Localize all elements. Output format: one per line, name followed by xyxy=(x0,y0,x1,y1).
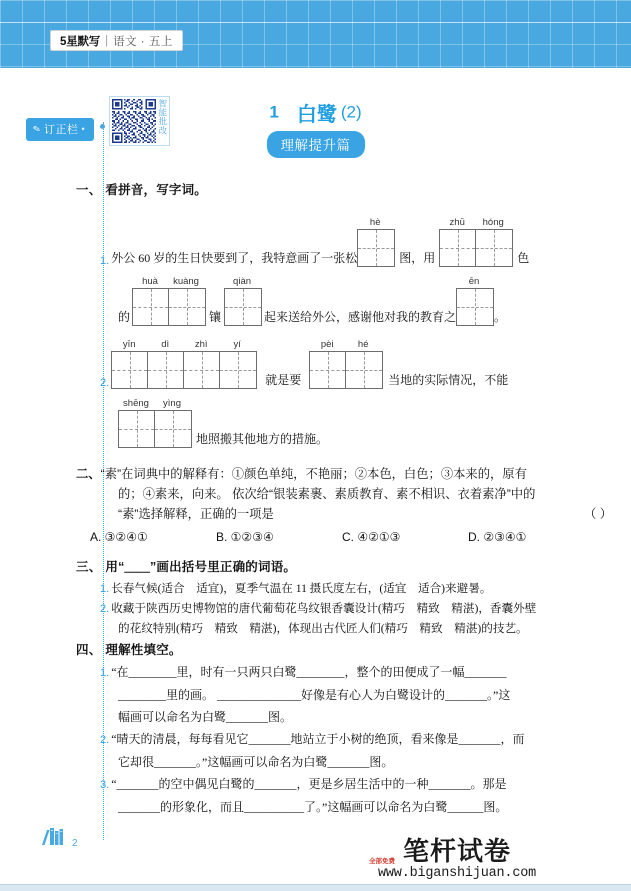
item1-line2[interactable]: ________里的画。 ______________好像是有心人为白鹭设计的_______。”这 xyxy=(118,688,511,702)
character-cell[interactable] xyxy=(346,352,382,388)
pinyin-grid-peihe[interactable] xyxy=(309,338,383,389)
section-four-heading xyxy=(76,640,618,658)
pinyin-row xyxy=(439,216,511,229)
bottom-rule xyxy=(0,884,631,891)
section-three-text-1: 长春气候(适合 适宜)，夏季气温在 11 摄氏度左右，(适宜 适合)来避暑。 xyxy=(111,582,492,595)
worksheet-body xyxy=(76,180,618,818)
section-four-item-2 xyxy=(100,728,618,773)
item2-line1-row xyxy=(100,728,618,751)
character-grid[interactable] xyxy=(118,410,192,448)
tab-dot-icon: • xyxy=(81,124,86,134)
section-two-line3 xyxy=(118,504,618,524)
pinyin-grid-en[interactable] xyxy=(456,275,494,326)
character-cell[interactable] xyxy=(184,352,220,388)
item3-line1-row xyxy=(100,773,618,796)
question-number: 2. xyxy=(100,376,110,389)
pinyin-grid-zhuhong[interactable] xyxy=(439,216,513,267)
watermark xyxy=(369,836,537,881)
item2-line1[interactable]: “晴天的清晨，每每看见它_______地站立于小树的绝顶，看来像是_______，而 xyxy=(111,732,525,746)
section-two-options xyxy=(90,527,618,547)
option-b[interactable]: B. ①②③④ xyxy=(216,530,274,544)
q1-text-3: 色 xyxy=(517,250,530,265)
section-two xyxy=(76,464,618,547)
option-a[interactable]: A. ③②④① xyxy=(90,530,148,544)
pinyin-grid-he[interactable] xyxy=(357,216,395,267)
section-two-text-3: “素”选择解释，正确的一项是 xyxy=(118,507,274,521)
question-number: 2. xyxy=(100,603,110,615)
character-cell[interactable] xyxy=(220,352,256,388)
question-number: 3. xyxy=(100,779,110,791)
watermark-free-label: 全部免费 xyxy=(369,858,395,865)
question-number: 1. xyxy=(100,583,110,595)
character-cell[interactable] xyxy=(225,289,261,325)
character-cell[interactable] xyxy=(169,289,205,325)
character-cell[interactable] xyxy=(133,289,169,325)
option-c[interactable]: C. ④②①③ xyxy=(342,530,401,544)
character-cell[interactable] xyxy=(440,230,476,266)
band-divider xyxy=(0,22,631,23)
question-number: 1. xyxy=(100,667,110,679)
character-grid[interactable] xyxy=(357,229,395,267)
answer-box[interactable]: （ ） xyxy=(583,507,612,521)
q1-text-7: 。 xyxy=(494,309,507,324)
pinyin-grid-shengying[interactable] xyxy=(118,397,192,448)
q2-text-2: 当地的实际情况，不能 xyxy=(388,372,509,387)
section-three-heading xyxy=(76,557,618,575)
character-cell[interactable] xyxy=(148,352,184,388)
q1-text-1: 外公 60 岁的生日快要到了，我特意画了一张松 xyxy=(111,250,358,265)
character-cell[interactable] xyxy=(119,411,155,447)
pinyin-zhu: zhū xyxy=(449,217,465,228)
q1-text-5: 镶 xyxy=(209,309,222,324)
character-grid[interactable] xyxy=(456,288,494,326)
pinyin-di: dì xyxy=(161,339,170,350)
pinyin-hua: huà xyxy=(142,276,158,287)
section-four-item-1 xyxy=(100,661,618,728)
pinyin-row xyxy=(224,275,260,288)
section-three-text-2: 收藏于陕西历史博物馆的唐代葡萄花鸟纹银香囊设计(精巧 精致 精湛)，香囊外壁 xyxy=(111,602,537,615)
section-one-q2-line1 xyxy=(100,338,618,389)
pinyin-sheng: shēng xyxy=(123,398,149,409)
q2-text-3: 地照搬其他地方的措施。 xyxy=(196,431,329,446)
q1-text-4: 的 xyxy=(118,309,131,324)
item1-line1-row xyxy=(100,661,618,684)
section-three-number: 三、 xyxy=(76,560,102,574)
item3-line2[interactable]: _______的形象化，而且__________了。”这幅画可以命名为白鹭______图。 xyxy=(118,800,508,814)
lesson-number: 1 xyxy=(269,102,279,122)
pinyin-zhi: zhì xyxy=(194,339,208,350)
watermark-brand: 笔杆试卷 xyxy=(403,836,512,866)
section-one-heading xyxy=(76,180,618,198)
section-three-item-2-cont: 的花纹特别(精巧 精致 精湛)，体现出古代匠人们(精巧 精致 精湛)的技艺。 xyxy=(118,622,528,635)
section-one-number: 一、 xyxy=(76,183,102,197)
watermark-url: www.biganshijuan.com xyxy=(378,866,537,881)
character-cell[interactable] xyxy=(358,230,394,266)
pinyin-row xyxy=(118,397,190,410)
books-icon xyxy=(42,826,68,846)
section-one-q2-line2 xyxy=(118,397,618,448)
q1-text-2: 图，用 xyxy=(399,250,436,265)
pinyin-grid-qian[interactable] xyxy=(224,275,262,326)
subject-label: 语文 · 五上 xyxy=(113,35,173,48)
q2-text-1: 就是要 xyxy=(265,372,302,387)
section-two-text-1: “素”在词典中的解释有：①颜色单纯，不艳丽；②本色，白色；③本来的，原有 xyxy=(100,467,527,481)
character-cell[interactable] xyxy=(155,411,191,447)
section-four-item-3 xyxy=(100,773,618,818)
section-two-line1 xyxy=(76,464,618,484)
pinyin-qian: qiàn xyxy=(233,276,252,287)
section-two-line2: 的；④素来，向来。 依次给“银装素裹、素质教育、素不相识、衣着素净”中的 xyxy=(118,487,536,501)
pencil-icon: ✎ xyxy=(31,122,42,135)
correction-column-label: 订正栏 xyxy=(44,124,79,136)
character-cell[interactable] xyxy=(476,230,512,266)
pinyin-en: ēn xyxy=(468,276,480,287)
pinyin-row xyxy=(357,216,393,229)
pinyin-row xyxy=(132,275,204,288)
header-chip xyxy=(50,30,183,51)
pinyin-row xyxy=(309,338,381,351)
character-cell[interactable] xyxy=(310,352,346,388)
section-one-q1-line1 xyxy=(100,216,618,267)
pinyin-pei: pèi xyxy=(320,339,334,350)
q1-text-6: 起来送给外公，感谢他对我的教育之 xyxy=(264,309,457,324)
character-grid[interactable] xyxy=(309,351,383,389)
header-separator: | xyxy=(105,34,109,47)
section-four-number: 四、 xyxy=(76,643,102,657)
lesson-name: 白鹭 xyxy=(296,104,337,126)
brand-label: 5星默写 xyxy=(60,35,101,48)
pinyin-hong: hóng xyxy=(482,217,504,228)
pinyin-ying: yìng xyxy=(163,398,181,409)
character-cell[interactable] xyxy=(457,289,493,325)
pinyin-he: hè xyxy=(369,217,381,228)
qr-code-label: 智能批改 xyxy=(157,99,168,135)
character-grid[interactable] xyxy=(111,351,257,389)
pinyin-grid-huakuang[interactable] xyxy=(132,275,206,326)
pinyin-he: hé xyxy=(357,339,369,350)
item1-line1[interactable]: “在________里，时有一只两只白鹭________，整个的田便成了一幅_______ xyxy=(111,665,507,679)
item2-line2[interactable]: 它却很_______。”这幅画可以命名为白鹭_______图。 xyxy=(118,755,394,769)
page-number: 2 xyxy=(72,838,78,849)
item1-line3[interactable]: 幅画可以命名为白鹭_______图。 xyxy=(118,710,293,724)
item3-line1[interactable]: “_______的空中偶见白鹭的_______，更是乡居生活中的一种_______。那是 xyxy=(111,777,507,791)
section-four-title: 理解性填空。 xyxy=(105,643,182,657)
character-grid[interactable] xyxy=(439,229,513,267)
character-grid[interactable] xyxy=(224,288,262,326)
section-one-title: 看拼音，写字词。 xyxy=(105,183,208,197)
section-two-number: 二、 xyxy=(76,467,101,481)
section-three-item-1 xyxy=(100,579,618,599)
section-one-q1-line2 xyxy=(118,275,618,326)
question-number: 1. xyxy=(100,254,110,267)
option-d[interactable]: D. ②③④① xyxy=(468,530,527,544)
pinyin-yin: yīn xyxy=(122,339,136,350)
page-title xyxy=(0,98,631,127)
question-number: 2. xyxy=(100,734,110,746)
character-grid[interactable] xyxy=(132,288,206,326)
section-three-title: 用“＿＿”画出括号里正确的词语。 xyxy=(105,560,297,574)
pinyin-row xyxy=(111,338,255,351)
section-pill xyxy=(0,131,631,158)
pinyin-yi: yí xyxy=(233,339,241,350)
character-cell[interactable] xyxy=(112,352,148,388)
section-three-item-2 xyxy=(100,599,618,619)
pinyin-grid-yindizhiyi[interactable] xyxy=(111,338,257,389)
pinyin-row xyxy=(456,275,492,288)
pinyin-kuang: kuàng xyxy=(173,276,199,287)
section-pill-label: 理解提升篇 xyxy=(267,131,365,158)
lesson-part: (2) xyxy=(340,102,362,122)
